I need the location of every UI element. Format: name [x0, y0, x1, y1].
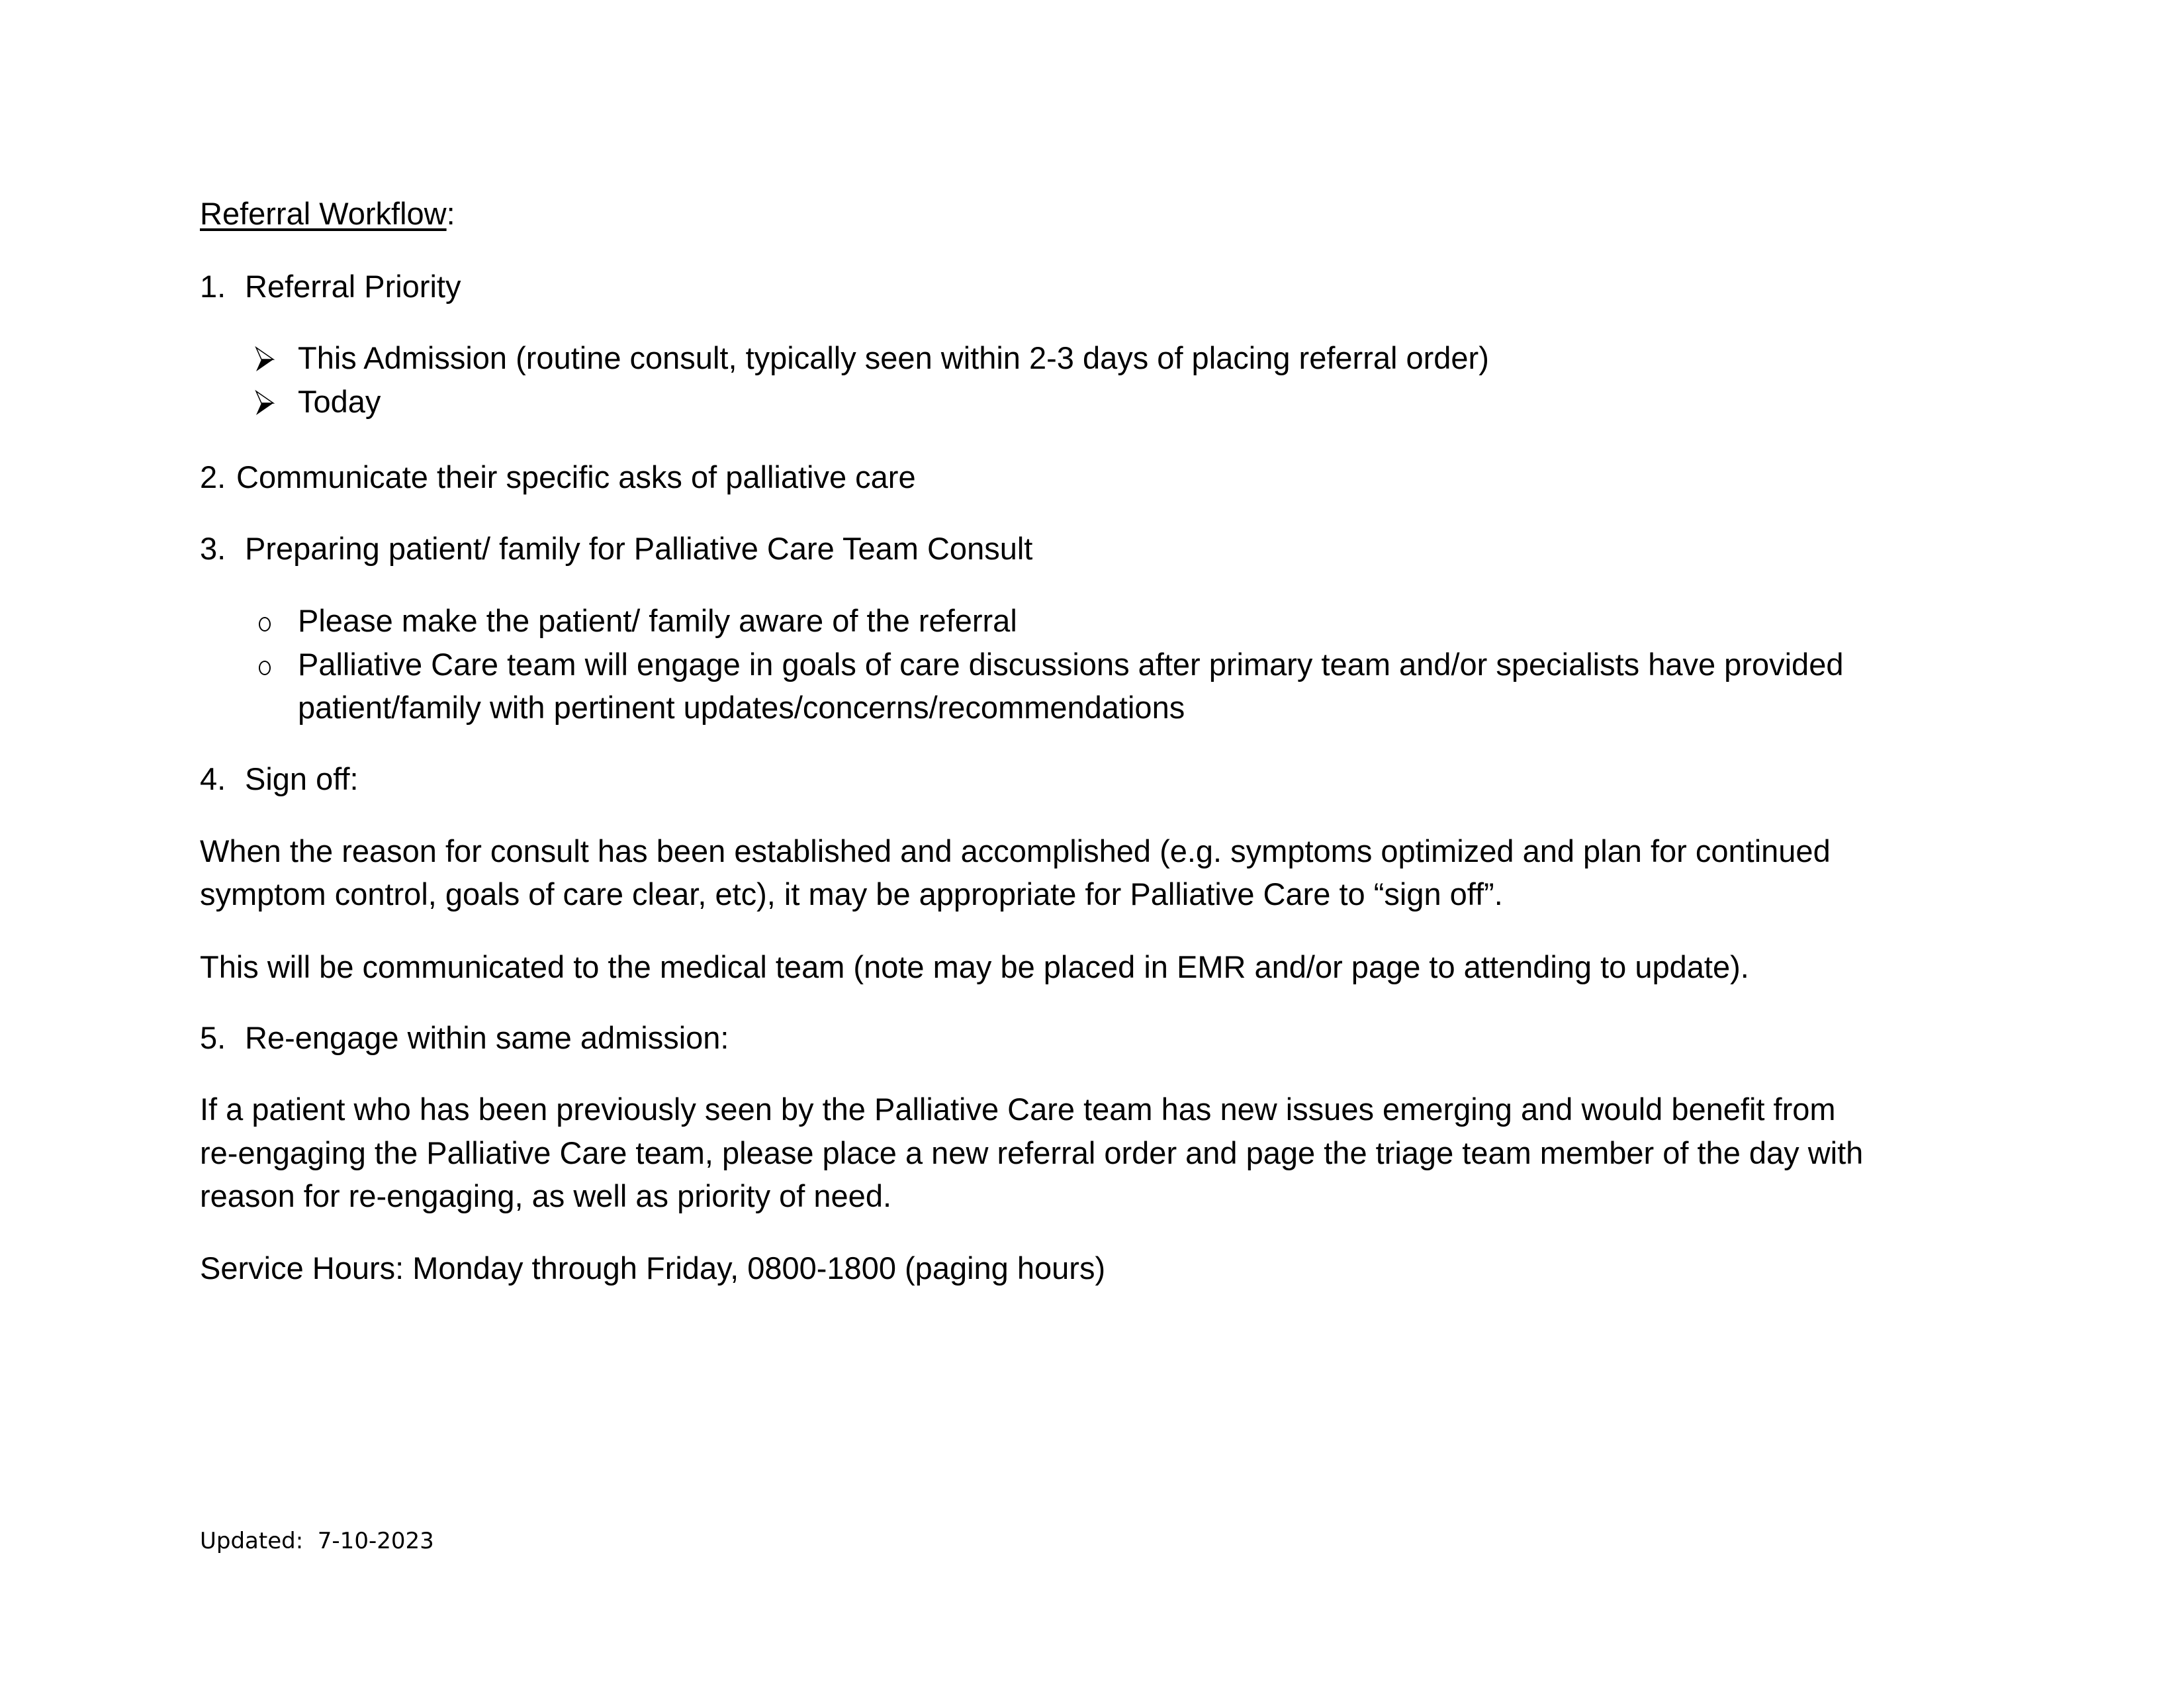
section-5-heading — [200, 1019, 729, 1056]
paragraph-line: symptom control, goals of care clear, etc), it may be appropriate for Palliative Care to “sign off”. — [200, 876, 1503, 912]
title-text: Referral Workflow — [200, 196, 447, 231]
circle-bullet-icon — [251, 646, 278, 683]
circle-bullet-icon — [251, 602, 278, 639]
title-colon: : — [446, 196, 455, 231]
paragraph-line: If a patient who has been previously seen by the Palliative Care team has new issues emerging and would benefit from — [200, 1092, 1836, 1127]
section-1-heading — [200, 268, 461, 305]
section-number: 2. — [200, 459, 226, 494]
section-3-heading — [200, 530, 1032, 567]
section-heading-text: Communicate their specific asks of palliative care — [236, 459, 916, 494]
arrow-bullet-icon — [251, 383, 278, 424]
section-2-heading — [200, 459, 916, 496]
paragraph-line: When the reason for consult has been established and accomplished (e.g. symptoms optimized and plan for continued — [200, 833, 1831, 868]
section-number: 5. — [200, 1020, 226, 1055]
paragraph-line: re-engaging the Palliative Care team, please place a new referral order and page the triage team member of the day with — [200, 1135, 1864, 1170]
section-heading-text: Referral Priority — [245, 269, 461, 304]
paragraph-line: reason for re-engaging, as well as priority of need. — [200, 1178, 892, 1213]
section-heading-text: Re-engage within same admission: — [245, 1020, 729, 1055]
document-title — [200, 195, 455, 232]
updated-date: Updated: 7-10-2023 — [200, 1528, 434, 1554]
paragraph-line: This will be communicated to the medical team (note may be placed in EMR and/or page to attending to update). — [200, 949, 1749, 984]
section-number: 3. — [200, 531, 226, 566]
section-number: 4. — [200, 761, 226, 796]
section-heading-text: Sign off: — [245, 761, 359, 796]
service-hours: Service Hours: Monday through Friday, 0800-1800 (paging hours) — [200, 1250, 1106, 1286]
section-4-heading — [200, 761, 359, 798]
section-number: 1. — [200, 269, 226, 304]
section-heading-text: Preparing patient/ family for Palliative Care Team Consult — [245, 531, 1033, 566]
arrow-bullet-icon — [251, 340, 278, 381]
